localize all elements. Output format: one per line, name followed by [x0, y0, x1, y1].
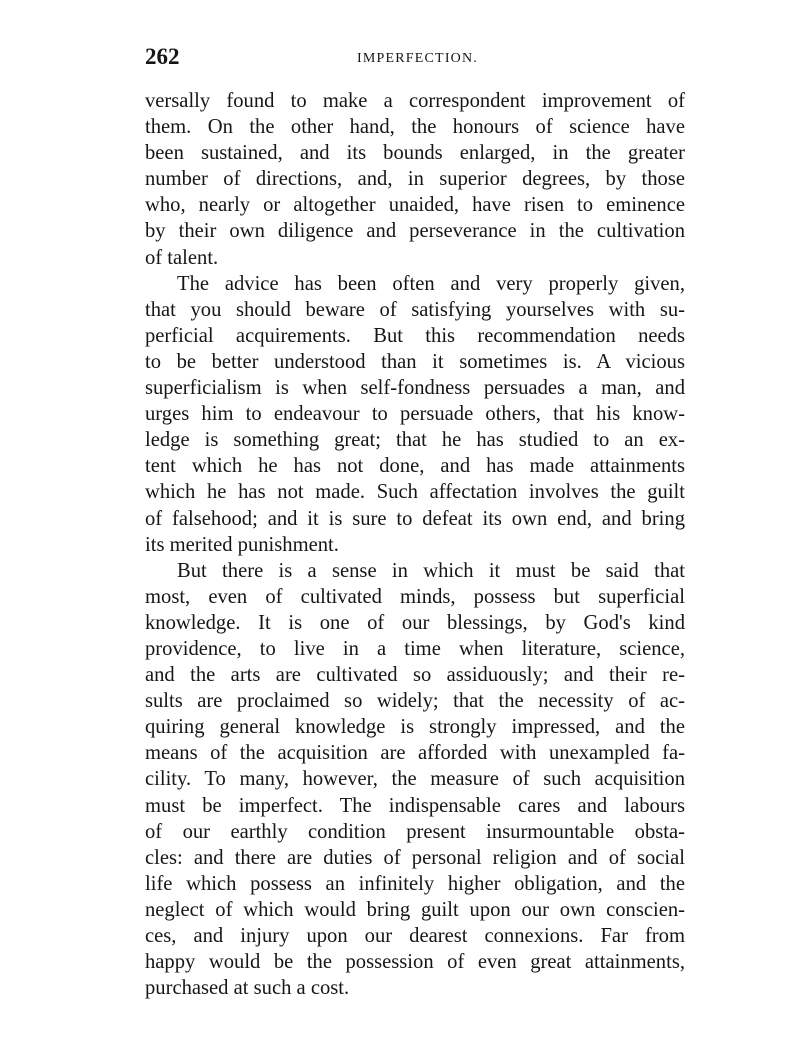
- text-line: of talent.: [145, 246, 219, 269]
- text-line: that you should beware of satisfying yourselves with su-: [145, 298, 685, 321]
- text-line: But there is a sense in which it must be said that: [177, 559, 685, 582]
- paragraph: [145, 88, 685, 271]
- text-line: by their own diligence and perseverance in the cultivation: [145, 220, 685, 243]
- text-line: happy would be the possession of even great attainments,: [145, 951, 685, 974]
- text-line: ces, and injury upon our dearest connexions. Far from: [145, 925, 685, 947]
- text-line: cility. To many, however, the measure of such acquisition: [145, 768, 685, 791]
- paragraph: [145, 271, 685, 558]
- page-header: [145, 42, 685, 74]
- text-line: tent which he has not done, and has made attainments: [145, 455, 685, 478]
- text-line: and the arts are cultivated so assiduously; and their re-: [145, 664, 685, 687]
- text-line: ledge is something great; that he has studied to an ex-: [145, 429, 685, 452]
- text-line: most, even of cultivated minds, possess but superficial: [145, 585, 685, 608]
- text-line: perficial acquirements. But this recommendation needs: [145, 324, 685, 347]
- text-line: urges him to endeavour to persuade others, that his know-: [145, 403, 685, 426]
- text-line: who, nearly or altogether unaided, have risen to eminence: [145, 194, 685, 217]
- text-line: purchased at such a cost.: [145, 977, 350, 1000]
- text-line: number of directions, and, in superior degrees, by those: [145, 168, 685, 191]
- text-line: of our earthly condition present insurmountable obsta-: [145, 820, 685, 843]
- text-line: cles: and there are duties of personal religion and of social: [145, 846, 685, 869]
- text-line: been sustained, and its bounds enlarged, in the greater: [145, 142, 685, 165]
- paragraph: [145, 558, 685, 1002]
- page-number: 262: [145, 44, 180, 69]
- text-line: providence, to live in a time when literature, science,: [145, 637, 685, 660]
- text-line: quiring general knowledge is strongly impressed, and the: [145, 716, 685, 739]
- text-line: them. On the other hand, the honours of science have: [145, 116, 685, 139]
- text-line: The advice has been often and very properly given,: [177, 272, 685, 295]
- text-line: means of the acquisition are afforded with unexampled fa-: [145, 742, 685, 765]
- text-line: superficialism is when self-fondness persuades a man, and: [145, 377, 685, 400]
- body-text: [145, 88, 685, 1001]
- text-line: to be better understood than it sometimes is. A vicious: [145, 350, 685, 373]
- text-line: its merited punishment.: [145, 533, 339, 556]
- text-line: which he has not made. Such affectation involves the guilt: [145, 481, 685, 504]
- text-line: neglect of which would bring guilt upon our own conscien-: [145, 898, 685, 921]
- text-line: life which possess an infinitely higher obligation, and the: [145, 872, 685, 895]
- text-line: sults are proclaimed so widely; that the necessity of ac-: [145, 690, 685, 713]
- text-line: knowledge. It is one of our blessings, by God's kind: [145, 611, 685, 634]
- running-head-title: IMPERFECTION.: [357, 51, 478, 66]
- text-line: versally found to make a correspondent improvement of: [145, 90, 685, 112]
- text-line: of falsehood; and it is sure to defeat its own end, and bring: [145, 507, 685, 530]
- text-line: must be imperfect. The indispensable cares and labours: [145, 794, 685, 817]
